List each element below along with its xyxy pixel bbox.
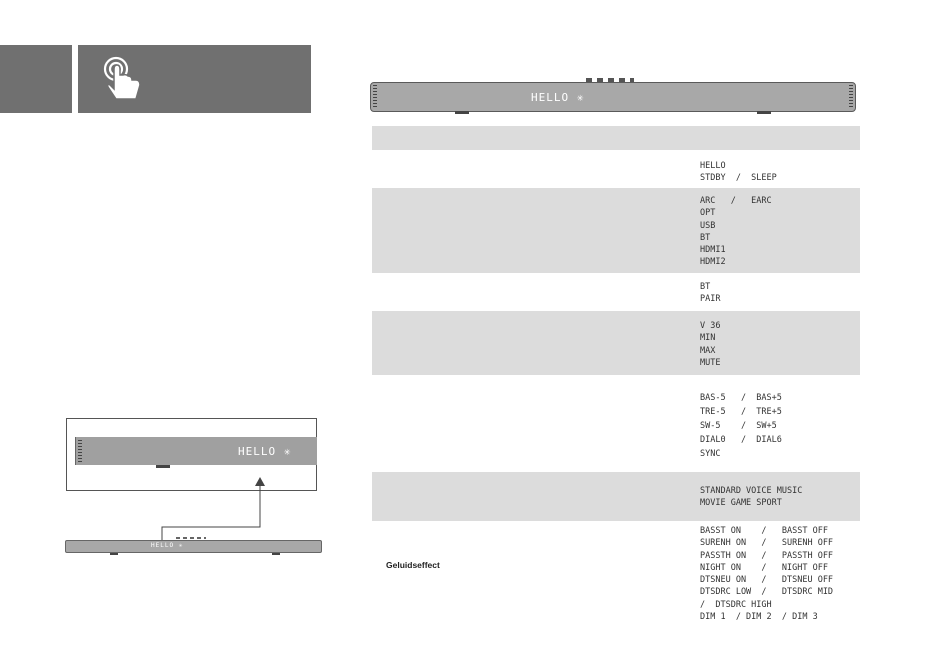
row-label: Geluidseffect <box>386 560 440 570</box>
star-icon: ✳ <box>283 445 292 458</box>
table-row <box>372 274 860 311</box>
table-row <box>372 376 860 472</box>
bar-foot <box>757 111 771 114</box>
table-row <box>372 472 860 522</box>
table-row <box>372 522 860 634</box>
bar-buttons <box>176 537 206 539</box>
star-icon: ✳ <box>178 542 184 549</box>
bar-foot <box>156 465 170 468</box>
bar-foot <box>110 553 118 555</box>
top-display-bar <box>370 82 856 112</box>
header-tab-touch <box>78 45 311 113</box>
zoomed-display-bar <box>75 437 317 465</box>
star-icon: ✳ <box>576 91 585 104</box>
header-tab-block <box>0 45 72 113</box>
table-row <box>372 311 860 376</box>
row-values: V 36 MIN MAX MUTE <box>700 321 721 368</box>
small-display-text: HELLO ✳ <box>151 542 184 549</box>
table-row <box>372 188 860 274</box>
zoomed-display-text: HELLO ✳ <box>238 445 292 458</box>
table-row <box>372 126 860 151</box>
row-values: BT PAIR <box>700 282 721 305</box>
display-messages-table <box>372 126 860 634</box>
bar-foot <box>272 553 280 555</box>
bar-buttons <box>586 78 634 82</box>
soundbar-display-small <box>65 540 322 553</box>
table-row <box>372 151 860 188</box>
touch-hand-icon <box>102 55 146 103</box>
top-display-text: HELLO ✳ <box>531 91 585 104</box>
bar-grille-left <box>373 85 377 109</box>
bar-foot <box>455 111 469 114</box>
display-zoom-frame <box>66 418 317 491</box>
row-values: BAS-5 / BAS+5 TRE-5 / TRE+5 SW-5 / SW+5 DIAL0 / DIAL6 SYNC <box>700 393 782 459</box>
bar-grille-right <box>849 85 853 109</box>
row-values: ARC / EARC OPT USB BT HDMI1 HDMI2 <box>700 196 772 268</box>
row-values: STANDARD VOICE MUSIC MOVIE GAME SPORT <box>700 486 803 509</box>
row-values: HELLO STDBY / SLEEP <box>700 161 777 184</box>
bar-grille-left <box>78 440 82 462</box>
row-values: BASST ON / BASST OFF SURENH ON / SURENH OFF PASSTH ON / PASSTH OFF NIGHT ON / NIGHT OFF DTSNEU ON / DTSNEU OFF DTSDRC LOW / DTSDRC MID / DTSDRC HIGH DIM 1 / DIM 2 / DIM 3 <box>700 526 834 623</box>
